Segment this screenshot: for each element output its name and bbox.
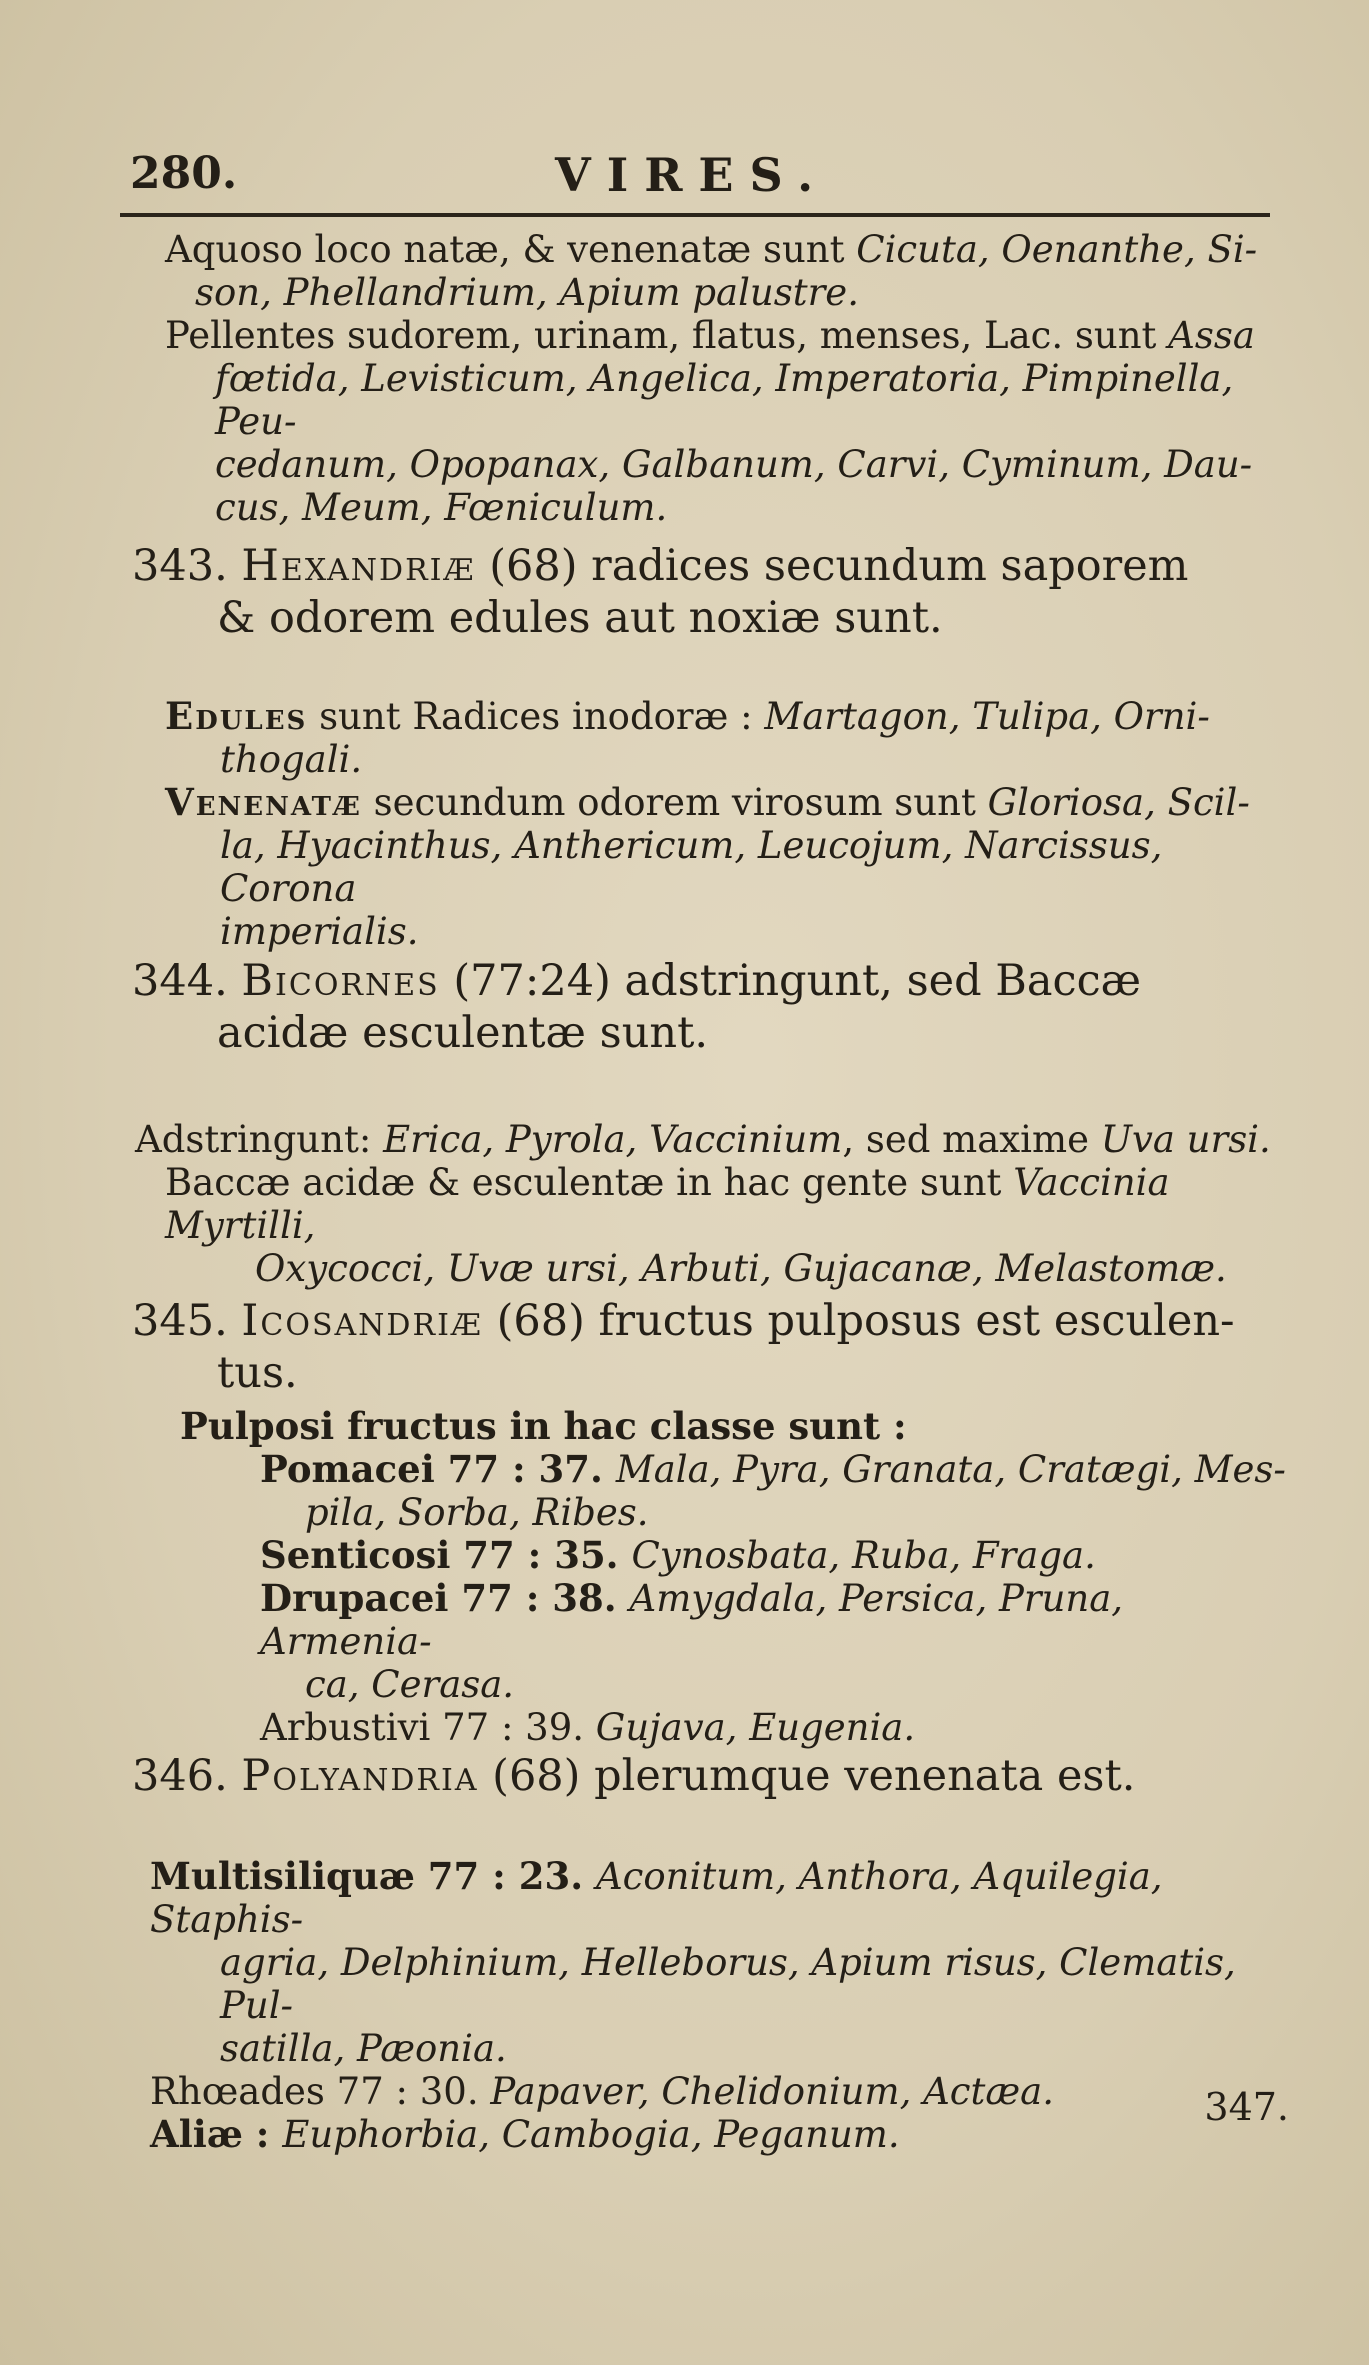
text-line: pila, Sorba, Ribes.: [305, 1491, 649, 1534]
header-rule: [120, 213, 1270, 217]
heading-line: 344. Bicornes (77:24) adstringunt, sed Baccæ: [132, 956, 1142, 1006]
section-345-body: [180, 1405, 1300, 1749]
text-line: Drupacei 77 : 38. Amygdala, Persica, Pruna, Armenia-: [260, 1576, 1124, 1663]
text-line: Multisiliquæ 77 : 23. Aconitum, Anthora, Aquilegia, Staphis-: [150, 1854, 1163, 1941]
text-line: ca, Cerasa.: [305, 1663, 515, 1706]
section-344-body: [135, 1118, 1295, 1290]
page-header: [130, 148, 1270, 208]
heading-line: tus.: [217, 1348, 298, 1398]
section-343-body: [165, 695, 1295, 953]
page-number: 280.: [130, 148, 238, 199]
text-line: imperialis.: [220, 910, 419, 953]
text-line: thogali.: [220, 738, 363, 781]
heading-line: 343. Hexandriæ (68) radices secundum saporem: [132, 541, 1189, 591]
text-line: Rhœades 77 : 30. Papaver, Chelidonium, Actæa.: [150, 2070, 1054, 2113]
text-line: Pomacei 77 : 37. Mala, Pyra, Granata, Cratægi, Mes-: [260, 1447, 1286, 1491]
text-line: Aquoso loco natæ, & venenatæ sunt Cicuta, Oenanthe, Si-: [165, 228, 1258, 271]
heading-line: 346. Polyandria (68) plerumque venenata est.: [132, 1751, 1136, 1801]
section-344-heading: [132, 955, 1292, 1059]
heading-line: & odorem edules aut noxiæ sunt.: [217, 593, 943, 643]
section-345-heading: [132, 1295, 1292, 1399]
text-line: Venenatæ secundum odorem virosum sunt Gloriosa, Scil-: [165, 780, 1250, 824]
section-346-body: [135, 1855, 1295, 2156]
running-title: VIRES.: [555, 148, 830, 202]
text-line: la, Hyacinthus, Anthericum, Leucojum, Narcissus, Corona: [220, 824, 1163, 910]
text-line: Pellentes sudorem, urinam, flatus, menses, Lac. sunt Assa: [165, 314, 1255, 357]
text-line: Baccæ acidæ & esculentæ in hac gente sunt Vaccinia Myrtilli,: [165, 1161, 1170, 1247]
text-line: Oxycocci, Uvæ ursi, Arbuti, Gujacanæ, Melastomæ.: [255, 1247, 1227, 1290]
text-line: Adstringunt: Erica, Pyrola, Vaccinium, sed maxime Uva ursi.: [135, 1118, 1271, 1161]
text-line: cus, Meum, Fœniculum.: [215, 486, 668, 529]
text-line: fœtida, Levisticum, Angelica, Imperatoria, Pimpinella, Peu-: [215, 357, 1234, 443]
section-aquoso: [165, 228, 1295, 529]
text-line: Senticosi 77 : 35. Cynosbata, Ruba, Fraga.: [260, 1533, 1096, 1577]
text-line: satilla, Pæonia.: [220, 2027, 507, 2070]
section-343-heading: [132, 540, 1292, 644]
text-line: Pulposi fructus in hac classe sunt :: [180, 1404, 907, 1448]
text-line: cedanum, Opopanax, Galbanum, Carvi, Cyminum, Dau-: [215, 443, 1253, 486]
text-line: agria, Delphinium, Helleborus, Apium risus, Clematis, Pul-: [220, 1941, 1236, 2027]
catchword: 347.: [1204, 2085, 1289, 2129]
heading-line: 345. Icosandriæ (68) fructus pulposus est esculen-: [132, 1296, 1235, 1346]
text-line: Aliæ : Euphorbia, Cambogia, Peganum.: [150, 2112, 900, 2156]
heading-line: acidæ esculentæ sunt.: [217, 1008, 709, 1058]
section-346-heading: [132, 1750, 1292, 1802]
text-line: Arbustivi 77 : 39. Gujava, Eugenia.: [260, 1706, 916, 1749]
text-line: son, Phellandrium, Apium palustre.: [195, 271, 859, 314]
text-line: Edules sunt Radices inodoræ : Martagon, Tulipa, Orni-: [165, 694, 1210, 738]
